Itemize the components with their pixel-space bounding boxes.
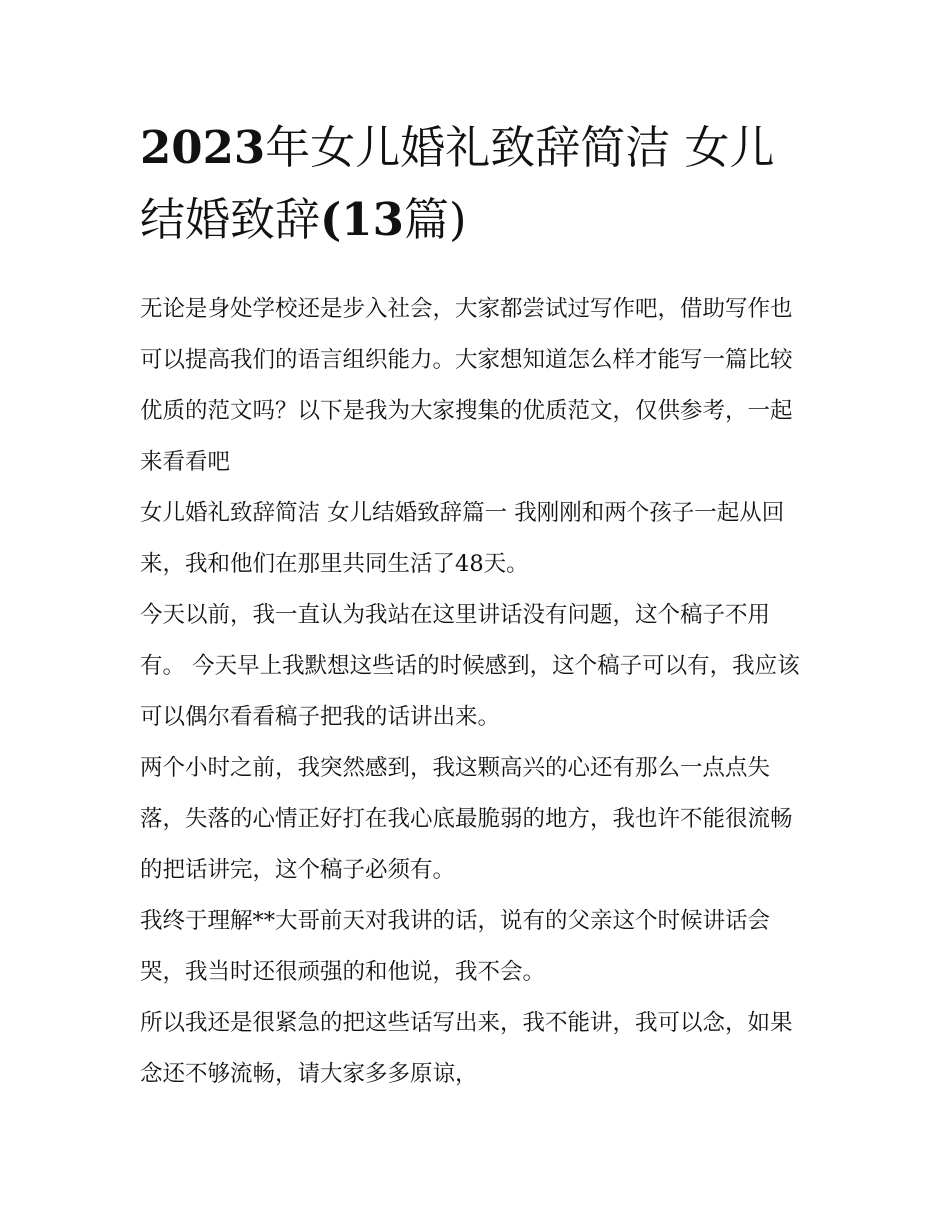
paragraph-3: 两个小时之前，我突然感到，我这颗高兴的心还有那么一点点失落，失落的心情正好打在我心底最脆弱的地方，我也许不能很流畅的把话讲完，这个稿子必须有。 [140, 755, 793, 883]
title-count: (13 [320, 193, 404, 246]
document-page [140, 112, 812, 1100]
paragraph-5: 所以我还是很紧急的把这些话写出来，我不能讲，我可以念，如果念还不够流畅，请大家多多原谅， [140, 1010, 793, 1087]
paragraph-4: 我终于理解**大哥前天对我讲的话，说有的父亲这个时候讲话会哭，我当时还很顽强的和他说，我不会。 [140, 908, 771, 985]
title-year: 2023 [140, 121, 266, 174]
paragraph-1: 女儿婚礼致辞简洁 女儿结婚致辞篇一 我刚刚和两个孩子一起从回来，我和他们在那里共同生活了48天。 [140, 500, 785, 577]
paragraph-2: 今天以前，我一直认为我站在这里讲话没有问题，这个稿子不用有。 今天早上我默想这些话的时候感到，这个稿子可以有，我应该可以偶尔看看稿子把我的话讲出来。 [140, 602, 800, 730]
paragraph-intro: 无论是身处学校还是步入社会，大家都尝试过写作吧，借助写作也可以提高我们的语言组织能力。大家想知道怎么样才能写一篇比较优质的范文吗？以下是我为大家搜集的优质范文，仅供参考，一起来看看吧 [140, 296, 793, 475]
document-title [140, 112, 812, 256]
title-main: 年女儿婚礼致辞简洁 女儿结婚致辞 [140, 121, 775, 246]
title-suffix: 篇) [403, 193, 467, 246]
